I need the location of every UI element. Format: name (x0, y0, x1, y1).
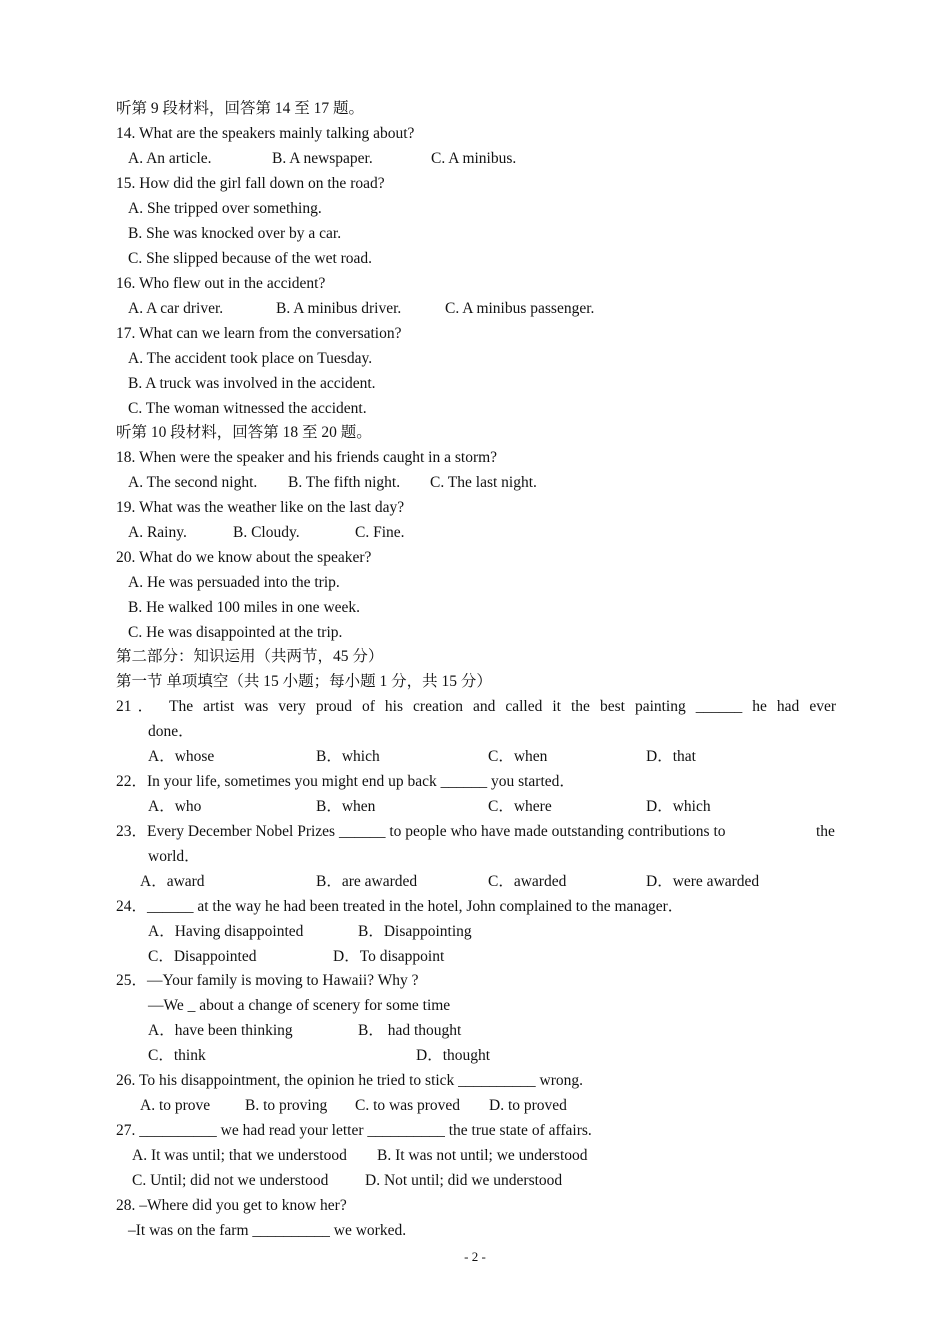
q26-option-a: A. to prove (140, 1097, 211, 1114)
part2-header: 第二部分：知识运用（共两节，45 分） (116, 648, 384, 665)
q15-stem: 15. How did the girl fall down on the road? (116, 175, 385, 192)
q26-stem: 26. To his disappointment, the opinion he tried to stick __________ wrong. (116, 1072, 584, 1089)
q14-option-a: A. An article. (128, 150, 212, 167)
q22-option-d: D．which (646, 798, 711, 815)
q27-option-d: D. Not until; did we understood (365, 1172, 563, 1189)
q19-option-b: B. Cloudy. (233, 524, 300, 541)
q27-option-b: B. It was not until; we understood (377, 1147, 588, 1164)
q23-option-c: C．awarded (488, 873, 567, 890)
q22-option-b: B．when (316, 798, 376, 815)
q23-stem-continued: world． (148, 848, 200, 865)
q21-stem-continued: done． (148, 723, 194, 740)
q25-stem: 25．—Your family is moving to Hawaii? Why ? (116, 972, 419, 989)
q25-option-b: B． had thought (358, 1022, 462, 1039)
q18-stem: 18. When were the speaker and his friends caught in a storm? (116, 449, 498, 466)
q23-option-d: D．were awarded (646, 873, 760, 890)
q27-stem: 27. __________ we had read your letter __________ the true state of affairs. (116, 1122, 592, 1139)
q28-stem: 28. –Where did you get to know her? (116, 1197, 347, 1214)
q26-option-b: B. to proving (245, 1097, 328, 1114)
q18-option-a: A. The second night. (128, 474, 258, 491)
q22-option-c: C．where (488, 798, 552, 815)
q26-option-c: C. to was proved (355, 1097, 461, 1114)
q23-option-a: A．award (140, 873, 205, 890)
q21-option-c: C．when (488, 748, 548, 765)
q15-option-c: C. She slipped because of the wet road. (128, 250, 373, 267)
q17-option-c: C. The woman witnessed the accident. (128, 400, 367, 417)
q20-option-a: A. He was persuaded into the trip. (128, 574, 340, 591)
q18-option-c: C. The last night. (430, 474, 537, 491)
q24-option-a: A．Having disappointed (148, 923, 304, 940)
q16-option-a: A. A car driver. (128, 300, 224, 317)
q24-option-c: C．Disappointed (148, 948, 257, 965)
page-number: - 2 - (464, 1249, 486, 1264)
q19-option-a: A. Rainy. (128, 524, 187, 541)
q14-stem: 14. What are the speakers mainly talking about? (116, 125, 415, 142)
q21-option-d: D．that (646, 748, 696, 765)
q25-option-d: D．thought (416, 1047, 491, 1064)
q14-option-c: C. A minibus. (431, 150, 517, 167)
q16-option-c: C. A minibus passenger. (445, 300, 595, 317)
q25-stem-reply: —We _ about a change of scenery for some time (148, 997, 451, 1014)
q24-stem: 24．______ at the way he had been treated in the hotel, John complained to the manager． (116, 898, 684, 915)
section1-header: 第一节 单项填空（共 15 小题；每小题 1 分，共 15 分） (116, 673, 492, 690)
q17-option-b: B. A truck was involved in the accident. (128, 375, 376, 392)
q27-option-a: A. It was until; that we understood (132, 1147, 347, 1164)
q23-stem-end: the (816, 823, 835, 840)
q17-option-a: A. The accident took place on Tuesday. (128, 350, 373, 367)
q20-stem: 20. What do we know about the speaker? (116, 549, 372, 566)
q21-option-a: A．whose (148, 748, 215, 765)
q24-option-d: D．To disappoint (333, 948, 445, 965)
q25-option-a: A．have been thinking (148, 1022, 293, 1039)
q19-option-c: C. Fine. (355, 524, 405, 541)
q16-option-b: B. A minibus driver. (276, 300, 402, 317)
q23-option-b: B．are awarded (316, 873, 418, 890)
q19-stem: 19. What was the weather like on the last day? (116, 499, 405, 516)
q25-option-c: C．think (148, 1047, 206, 1064)
section10-header: 听第 10 段材料，回答第 18 至 20 题。 (116, 424, 372, 441)
q16-stem: 16. Who flew out in the accident? (116, 275, 326, 292)
q27-option-c: C. Until; did not we understood (132, 1172, 329, 1189)
q18-option-b: B. The fifth night. (288, 474, 401, 491)
q23-stem: 23．Every December Nobel Prizes ______ to people who have made outstanding contributions to (116, 823, 726, 840)
q22-stem: 22．In your life, sometimes you might end up back ______ you started． (116, 773, 575, 790)
q20-option-b: B. He walked 100 miles in one week. (128, 599, 361, 616)
q28-stem-reply: –It was on the farm __________ we worked. (128, 1222, 407, 1239)
q15-option-a: A. She tripped over something. (128, 200, 322, 217)
q22-option-a: A．who (148, 798, 202, 815)
section9-header: 听第 9 段材料，回答第 14 至 17 题。 (116, 100, 365, 117)
q21-stem: 21． The artist was very proud of his creation and called it the best painting ______ he had ever (116, 698, 836, 715)
q14-option-b: B. A newspaper. (272, 150, 373, 167)
q24-option-b: B．Disappointing (358, 923, 472, 940)
q17-stem: 17. What can we learn from the conversation? (116, 325, 402, 342)
q15-option-b: B. She was knocked over by a car. (128, 225, 342, 242)
q26-option-d: D. to proved (489, 1097, 567, 1114)
q21-option-b: B．which (316, 748, 380, 765)
q20-option-c: C. He was disappointed at the trip. (128, 624, 343, 641)
